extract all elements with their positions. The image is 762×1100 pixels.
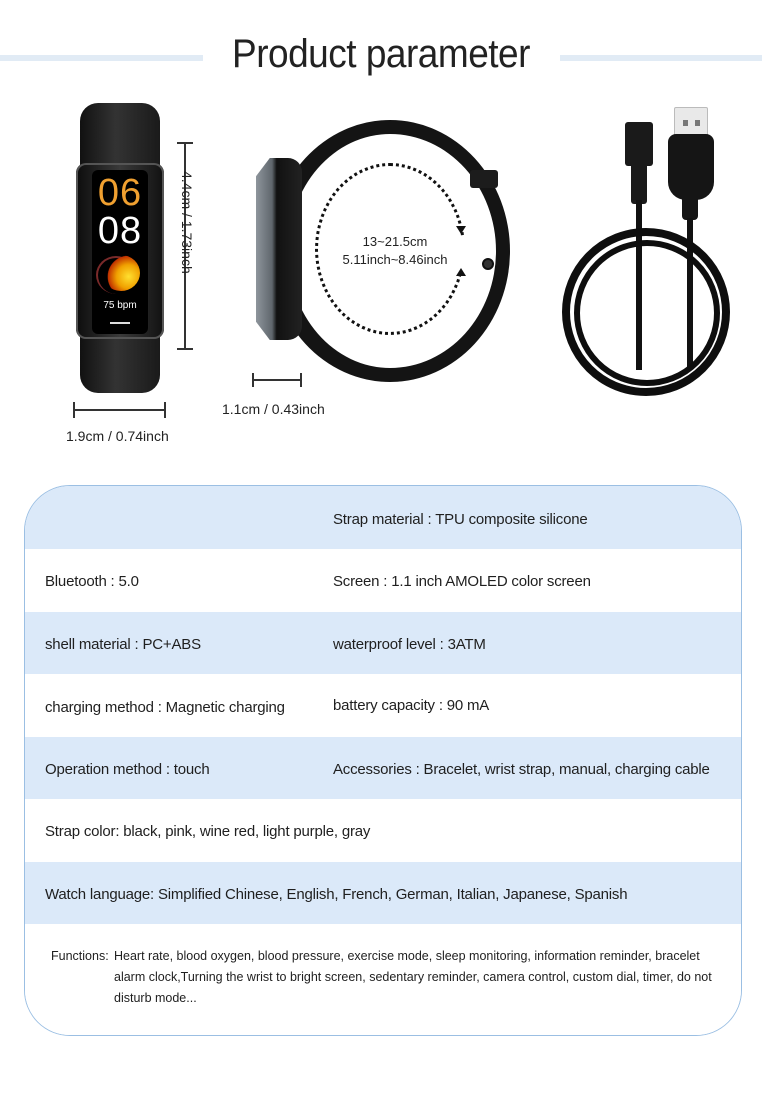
wrist-range-cm: 13~21.5cm	[362, 234, 428, 249]
spec-operation-method: Operation method : touch	[45, 761, 210, 778]
wrist-range-inch: 5.11inch~8.46inch	[342, 252, 448, 267]
watch-minute: 08	[97, 210, 143, 252]
thickness-dimension-label: 1.1cm / 0.43inch	[222, 401, 325, 417]
spec-row	[25, 674, 741, 737]
usb-connector-icon	[674, 107, 708, 137]
spec-waterproof-level: waterproof level : 3ATM	[333, 636, 486, 653]
thickness-dimension-cap-left	[252, 373, 254, 387]
spec-charging-method: charging method : Magnetic charging	[45, 699, 285, 716]
width-dimension-label: 1.9cm / 0.74inch	[66, 428, 169, 444]
functions-text: Heart rate, blood oxygen, blood pressure, exercise mode, sleep monitoring, information reminder, bracelet alarm clock,Turning the wrist to bright screen, sedentary reminder, camera control, custom dial, timer, do not disturb mode...	[114, 949, 712, 1005]
width-dimension-line	[74, 409, 166, 411]
heart-rate-value: 75 bpm	[103, 300, 137, 311]
watch-screen	[92, 170, 148, 334]
spec-bluetooth: Bluetooth : 5.0	[45, 573, 139, 590]
spec-screen: Screen : 1.1 inch AMOLED color screen	[333, 573, 591, 590]
height-dimension-label: 4.4cm / 1.73inch	[179, 171, 195, 274]
cable-coil-inner	[574, 240, 720, 386]
magnetic-connector-neck	[631, 164, 647, 204]
thickness-dimension-line	[253, 379, 301, 381]
width-dimension-cap-right	[164, 402, 166, 418]
screen-indicator-bar	[110, 322, 130, 324]
page-title: Product parameter	[232, 31, 530, 76]
band-side-body	[256, 158, 302, 340]
spec-row	[25, 737, 741, 799]
strap-buckle-icon	[482, 258, 494, 270]
arrow-up-icon	[456, 268, 466, 276]
band-front-view-image	[68, 103, 172, 393]
heart-rate-graphic-icon	[102, 255, 140, 291]
usb-plug-neck	[682, 198, 698, 220]
spec-row-functions	[25, 924, 741, 1036]
functions-label: Functions:	[51, 949, 109, 963]
strap-loop	[470, 170, 498, 188]
spec-strap-material: Strap material : TPU composite silicone	[333, 511, 588, 528]
watch-hour: 06	[97, 172, 143, 214]
height-dimension-cap-top	[177, 142, 193, 144]
spec-watch-language: Watch language: Simplified Chinese, English, French, German, Italian, Japanese, Spanish	[45, 886, 628, 903]
thickness-dimension-cap-right	[300, 373, 302, 387]
spec-accessories: Accessories : Bracelet, wrist strap, manual, charging cable	[333, 761, 710, 778]
spec-row	[25, 799, 741, 862]
magnetic-connector-icon	[625, 122, 653, 166]
spec-row	[25, 862, 741, 924]
height-dimension-cap-bottom	[177, 348, 193, 350]
band-side-view-image	[250, 118, 520, 388]
wrist-range-label	[330, 233, 460, 269]
spec-strap-color: Strap color: black, pink, wine red, light purple, gray	[45, 823, 371, 840]
spec-row	[25, 612, 741, 674]
spec-row	[25, 549, 741, 612]
usb-plug-housing	[668, 134, 714, 200]
spec-table	[24, 485, 742, 1036]
charging-cable-image	[560, 100, 740, 400]
spec-battery-capacity: battery capacity : 90 mA	[333, 697, 490, 714]
spec-shell-material: shell material : PC+ABS	[45, 636, 201, 653]
spec-row	[25, 486, 741, 549]
width-dimension-cap-left	[73, 402, 75, 418]
